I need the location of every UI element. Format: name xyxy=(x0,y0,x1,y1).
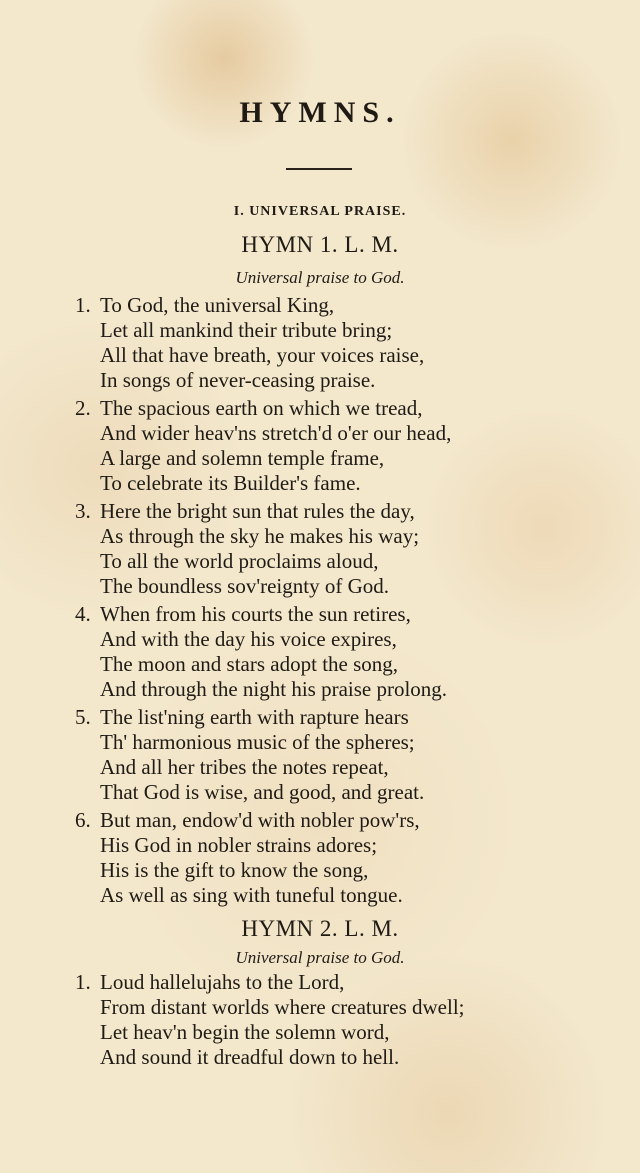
verse-line: When from his courts the sun retires, xyxy=(100,602,411,626)
verse-line: The moon and stars adopt the song, xyxy=(100,652,399,676)
verse-line: His is the gift to know the song, xyxy=(100,858,369,882)
verse-line: And with the day his voice expires, xyxy=(100,627,397,651)
verse-line: The boundless sov'reignty of God. xyxy=(100,574,389,598)
verse-line: All that have breath, your voices raise, xyxy=(100,343,425,367)
verse-line: To God, the universal King, xyxy=(100,293,335,317)
verse-line: To all the world proclaims aloud, xyxy=(100,549,379,573)
hymn-2-heading: HYMN 2. L. M. xyxy=(241,916,399,941)
verse-line: Th' harmonious music of the spheres; xyxy=(100,730,415,754)
verse-line: But man, endow'd with nobler pow'rs, xyxy=(100,808,420,832)
verse-line: Let all mankind their tribute bring; xyxy=(100,318,393,342)
verse-line: As well as sing with tuneful tongue. xyxy=(100,883,403,907)
verse-line: Let heav'n begin the solemn word, xyxy=(100,1020,390,1044)
stanza-number: 1. xyxy=(75,970,91,994)
verse-line: His God in nobler strains adores; xyxy=(100,833,378,857)
verse-line: And through the night his praise prolong. xyxy=(100,677,448,701)
verse-line: Here the bright sun that rules the day, xyxy=(100,499,415,523)
page-title: HYMNS. xyxy=(239,96,401,129)
verse-line: Loud hallelujahs to the Lord, xyxy=(100,970,345,994)
stanza-number: 4. xyxy=(75,602,91,626)
stanza-number: 3. xyxy=(75,499,91,523)
verse-line: From distant worlds where creatures dwell; xyxy=(100,995,465,1019)
title-rule xyxy=(286,168,352,170)
verse-line: The list'ning earth with rapture hears xyxy=(100,705,409,729)
hymn-1-subtitle: Universal praise to God. xyxy=(235,268,405,287)
verse-line: That God is wise, and good, and great. xyxy=(100,780,425,804)
verse-line: As through the sky he makes his way; xyxy=(100,524,420,548)
verse-line: And sound it dreadful down to hell. xyxy=(100,1045,400,1069)
stanza-number: 6. xyxy=(75,808,91,832)
verse-line: A large and solemn temple frame, xyxy=(100,446,385,470)
hymn-1-heading: HYMN 1. L. M. xyxy=(241,232,399,257)
verse-line: To celebrate its Builder's fame. xyxy=(100,471,361,495)
section-heading: I. UNIVERSAL PRAISE. xyxy=(233,204,407,219)
stanza-number: 5. xyxy=(75,705,91,729)
verse-line: And wider heav'ns stretch'd o'er our head, xyxy=(100,421,452,445)
stanza-number: 1. xyxy=(75,293,91,317)
stanza-number: 2. xyxy=(75,396,91,420)
verse-line: The spacious earth on which we tread, xyxy=(100,396,423,420)
hymn-2-subtitle: Universal praise to God. xyxy=(235,948,405,967)
verse-line: And all her tribes the notes repeat, xyxy=(100,755,389,779)
verse-line: In songs of never-ceasing praise. xyxy=(100,368,376,392)
